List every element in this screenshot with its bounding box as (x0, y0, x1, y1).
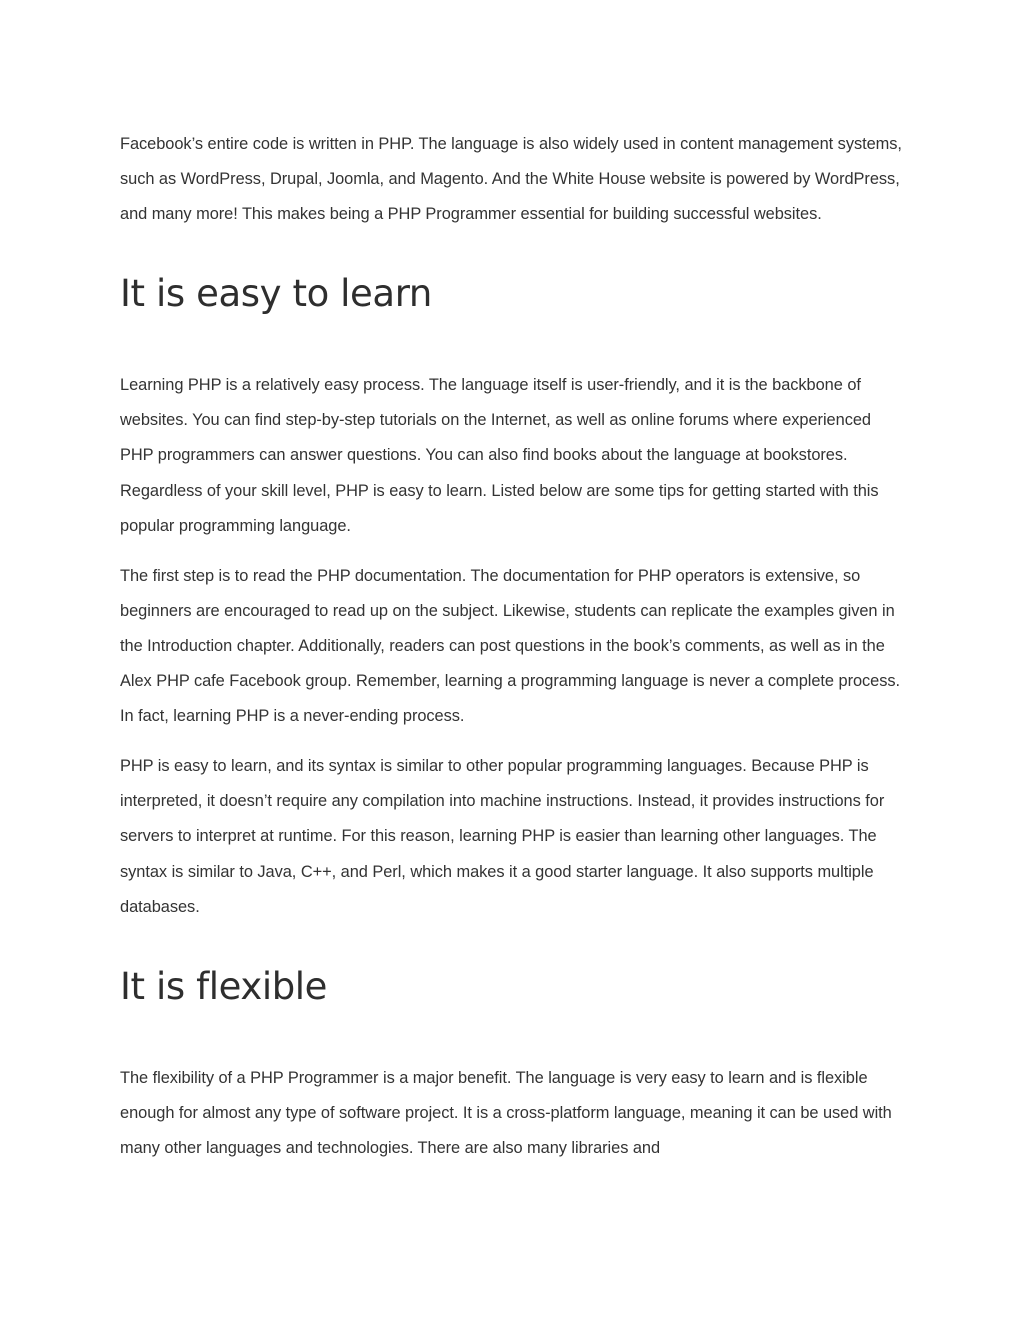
easy-paragraph-1: Learning PHP is a relatively easy process. The language itself is user-friendly, and it is the backbone of websites. You can find step-by-step tutorials on the Internet, as well as online forums where experienced PHP programmers can answer questions. You can also find books about the language at bookstores. Regardless of your skill level, PHP is easy to learn. Listed below are some tips for getting started with this popular programming language. (120, 376, 879, 535)
intro-paragraph: Facebook’s entire code is written in PHP. The language is also widely used in content management systems, such as WordPress, Drupal, Joomla, and Magento. And the White House website is powered by WordPress, and many more! This makes being a PHP Programmer essential for building successful websites. (120, 135, 902, 224)
flexible-paragraph-1: The flexibility of a PHP Programmer is a major benefit. The language is very easy to learn and is flexible enough for almost any type of software project. It is a cross-platform language, meaning it can be used with many other languages and technologies. There are also many libraries and (120, 1068, 892, 1157)
heading-easy-to-learn: It is easy to learn (120, 272, 432, 316)
heading-flexible: It is flexible (120, 964, 328, 1008)
easy-paragraph-2: The first step is to read the PHP documentation. The documentation for PHP operators is extensive, so beginners are encouraged to read up on the subject. Likewise, students can replicate the examples given in the Introduction chapter. Additionally, readers can post questions in the book’s comments, as well as in the Alex PHP cafe Facebook group. Remember, learning a programming language is never a complete process. In fact, learning PHP is a never-ending process. (120, 566, 901, 726)
document-page (120, 127, 905, 1166)
easy-paragraph-3: PHP is easy to learn, and its syntax is similar to other popular programming languages. Because PHP is interpreted, it doesn’t require any compilation into machine instructions. Instead, it provides instructions for servers to interpret at runtime. For this reason, learning PHP is easier than learning other languages. The syntax is similar to Java, C++, and Perl, which makes it a good starter language. It also supports multiple databases. (120, 757, 885, 916)
